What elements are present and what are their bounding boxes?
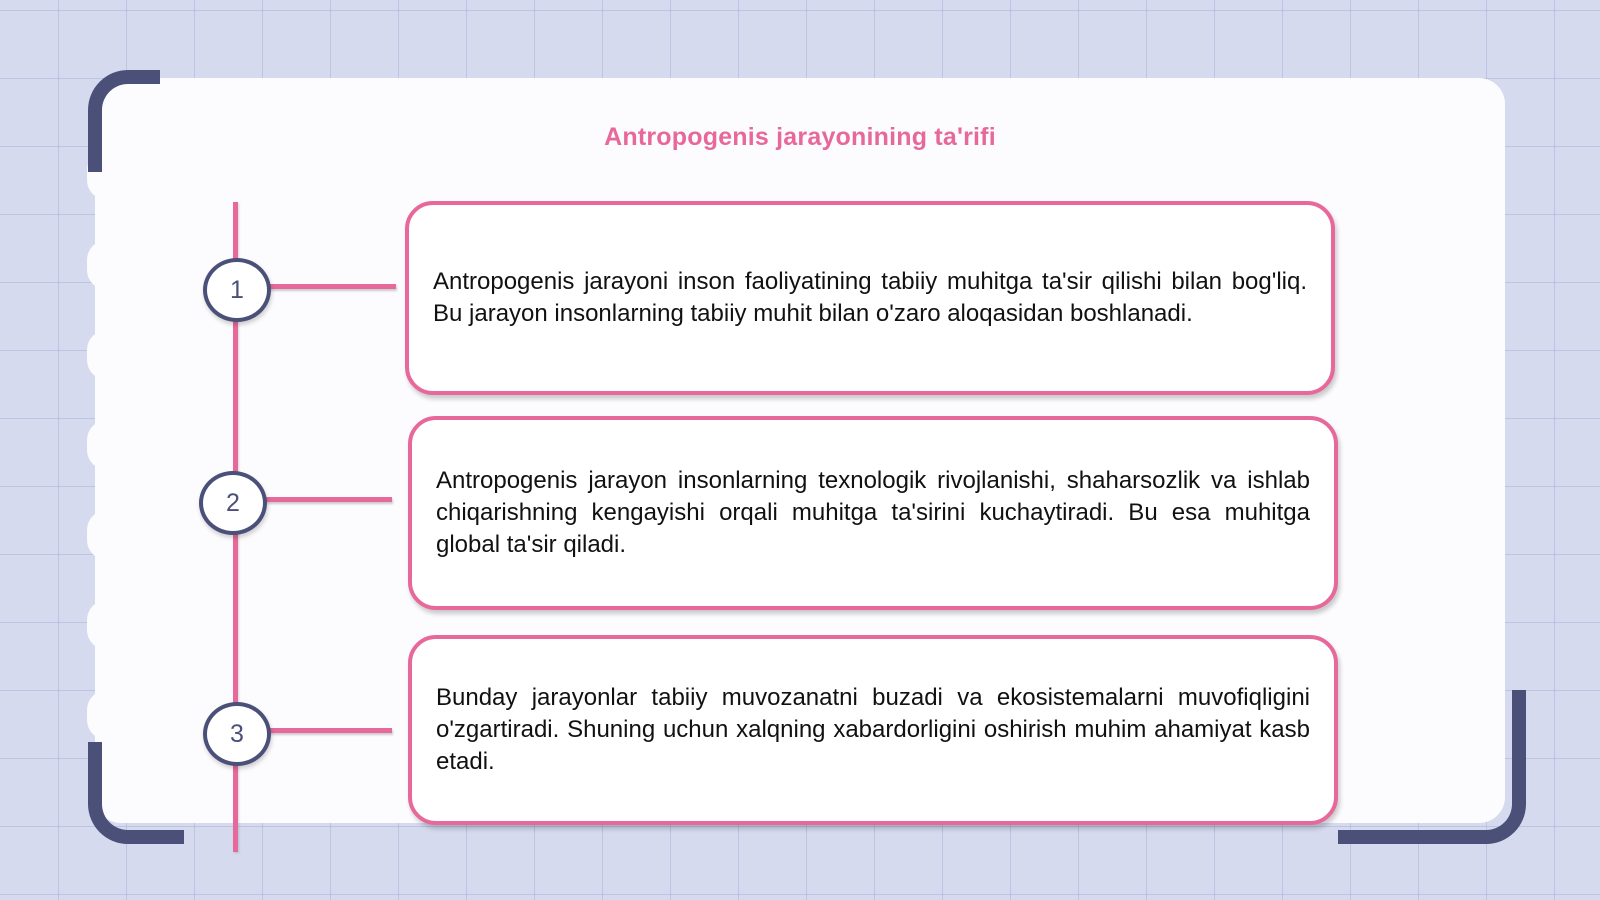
step-card-3 [408,635,1338,825]
step-card-1 [405,201,1335,395]
paper-scallop [87,600,127,650]
corner-bracket-top-left [88,70,160,172]
step-number-badge-1: 1 [203,258,271,322]
paper-scallop [87,330,127,380]
step-card-2 [408,416,1338,610]
corner-bracket-bottom-left [88,742,184,844]
paper-scallop [87,420,127,470]
step-number-badge-3: 3 [203,702,271,766]
step-text-1: Antropogenis jarayoni inson faoliyatining tabiiy muhitga ta'sir qilishi bilan bog'liq. Bu jarayon insonlarning tabiiy muhit bilan o'zaro aloqasidan boshlanadi. [433,268,1307,327]
step-text-3: Bunday jarayonlar tabiiy muvozanatni buzadi va ekosistemalarni muvofiqligini o'zgartiradi. Shuning uchun xalqning xabardorligini oshirish muhim ahamiyat kasb etadi. [436,684,1310,775]
step-number-badge-2: 2 [199,471,267,535]
step-text-2: Antropogenis jarayon insonlarning texnologik rivojlanishi, shaharsozlik va ishlab chiqarishning kengayishi orqali muhitga ta'sirini kuchaytiradi. Bu esa muhitga global ta'sir qiladi. [436,467,1310,558]
corner-bracket-bottom-right [1338,690,1526,844]
paper-scallop [87,510,127,560]
paper-scallop [87,690,127,740]
step-connector-3 [266,728,392,733]
slide-title: Antropogenis jarayonining ta'rifi [604,123,996,151]
paper-scallop [87,240,127,290]
step-connector-2 [262,497,392,502]
step-connector-1 [266,284,396,289]
